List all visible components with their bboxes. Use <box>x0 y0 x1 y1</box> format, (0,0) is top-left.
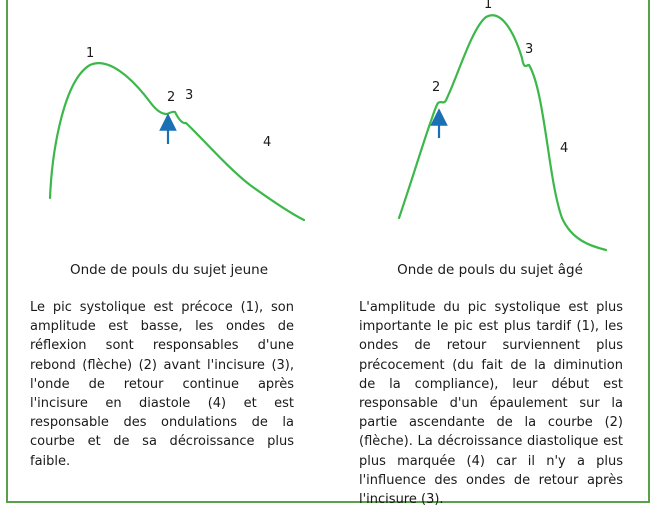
young-caption: Onde de pouls du sujet jeune <box>69 262 269 278</box>
old-label-2: 2 <box>432 80 441 95</box>
young-label-1: 1 <box>86 46 95 61</box>
young-label-2: 2 <box>167 90 176 105</box>
old-label-1: 1 <box>484 0 493 12</box>
old-description: L'amplitude du pic systolique est plus importante le pic est plus tardif (1), les ondes de retour surviennent plus précocement (du fait de la diminution de la compliance), leur début est responsable d'un épaulement sur la partie ascendante de la courbe (2) (flèche). La décroissance diastolique est plus marquée (4) car il n'y a plus l'influence des ondes de retour après l'incisure (3). <box>359 300 623 508</box>
old-pulse-curve <box>399 15 606 250</box>
young-description: Le pic systolique est précoce (1), son amplitude est basse, les ondes de réflexion sont responsables d'une rebond (flèche) (2) avant l'incisure (3), l'onde de retour continue après l'incisure en diastole (4) et est responsable des ondulations de la courbe et de sa décroissance plus faible. <box>30 300 294 469</box>
young-label-4: 4 <box>263 135 272 150</box>
old-label-3: 3 <box>525 42 534 57</box>
old-caption: Onde de pouls du sujet âgé <box>397 262 583 278</box>
young-label-3: 3 <box>185 88 194 103</box>
old-label-4: 4 <box>560 141 569 156</box>
